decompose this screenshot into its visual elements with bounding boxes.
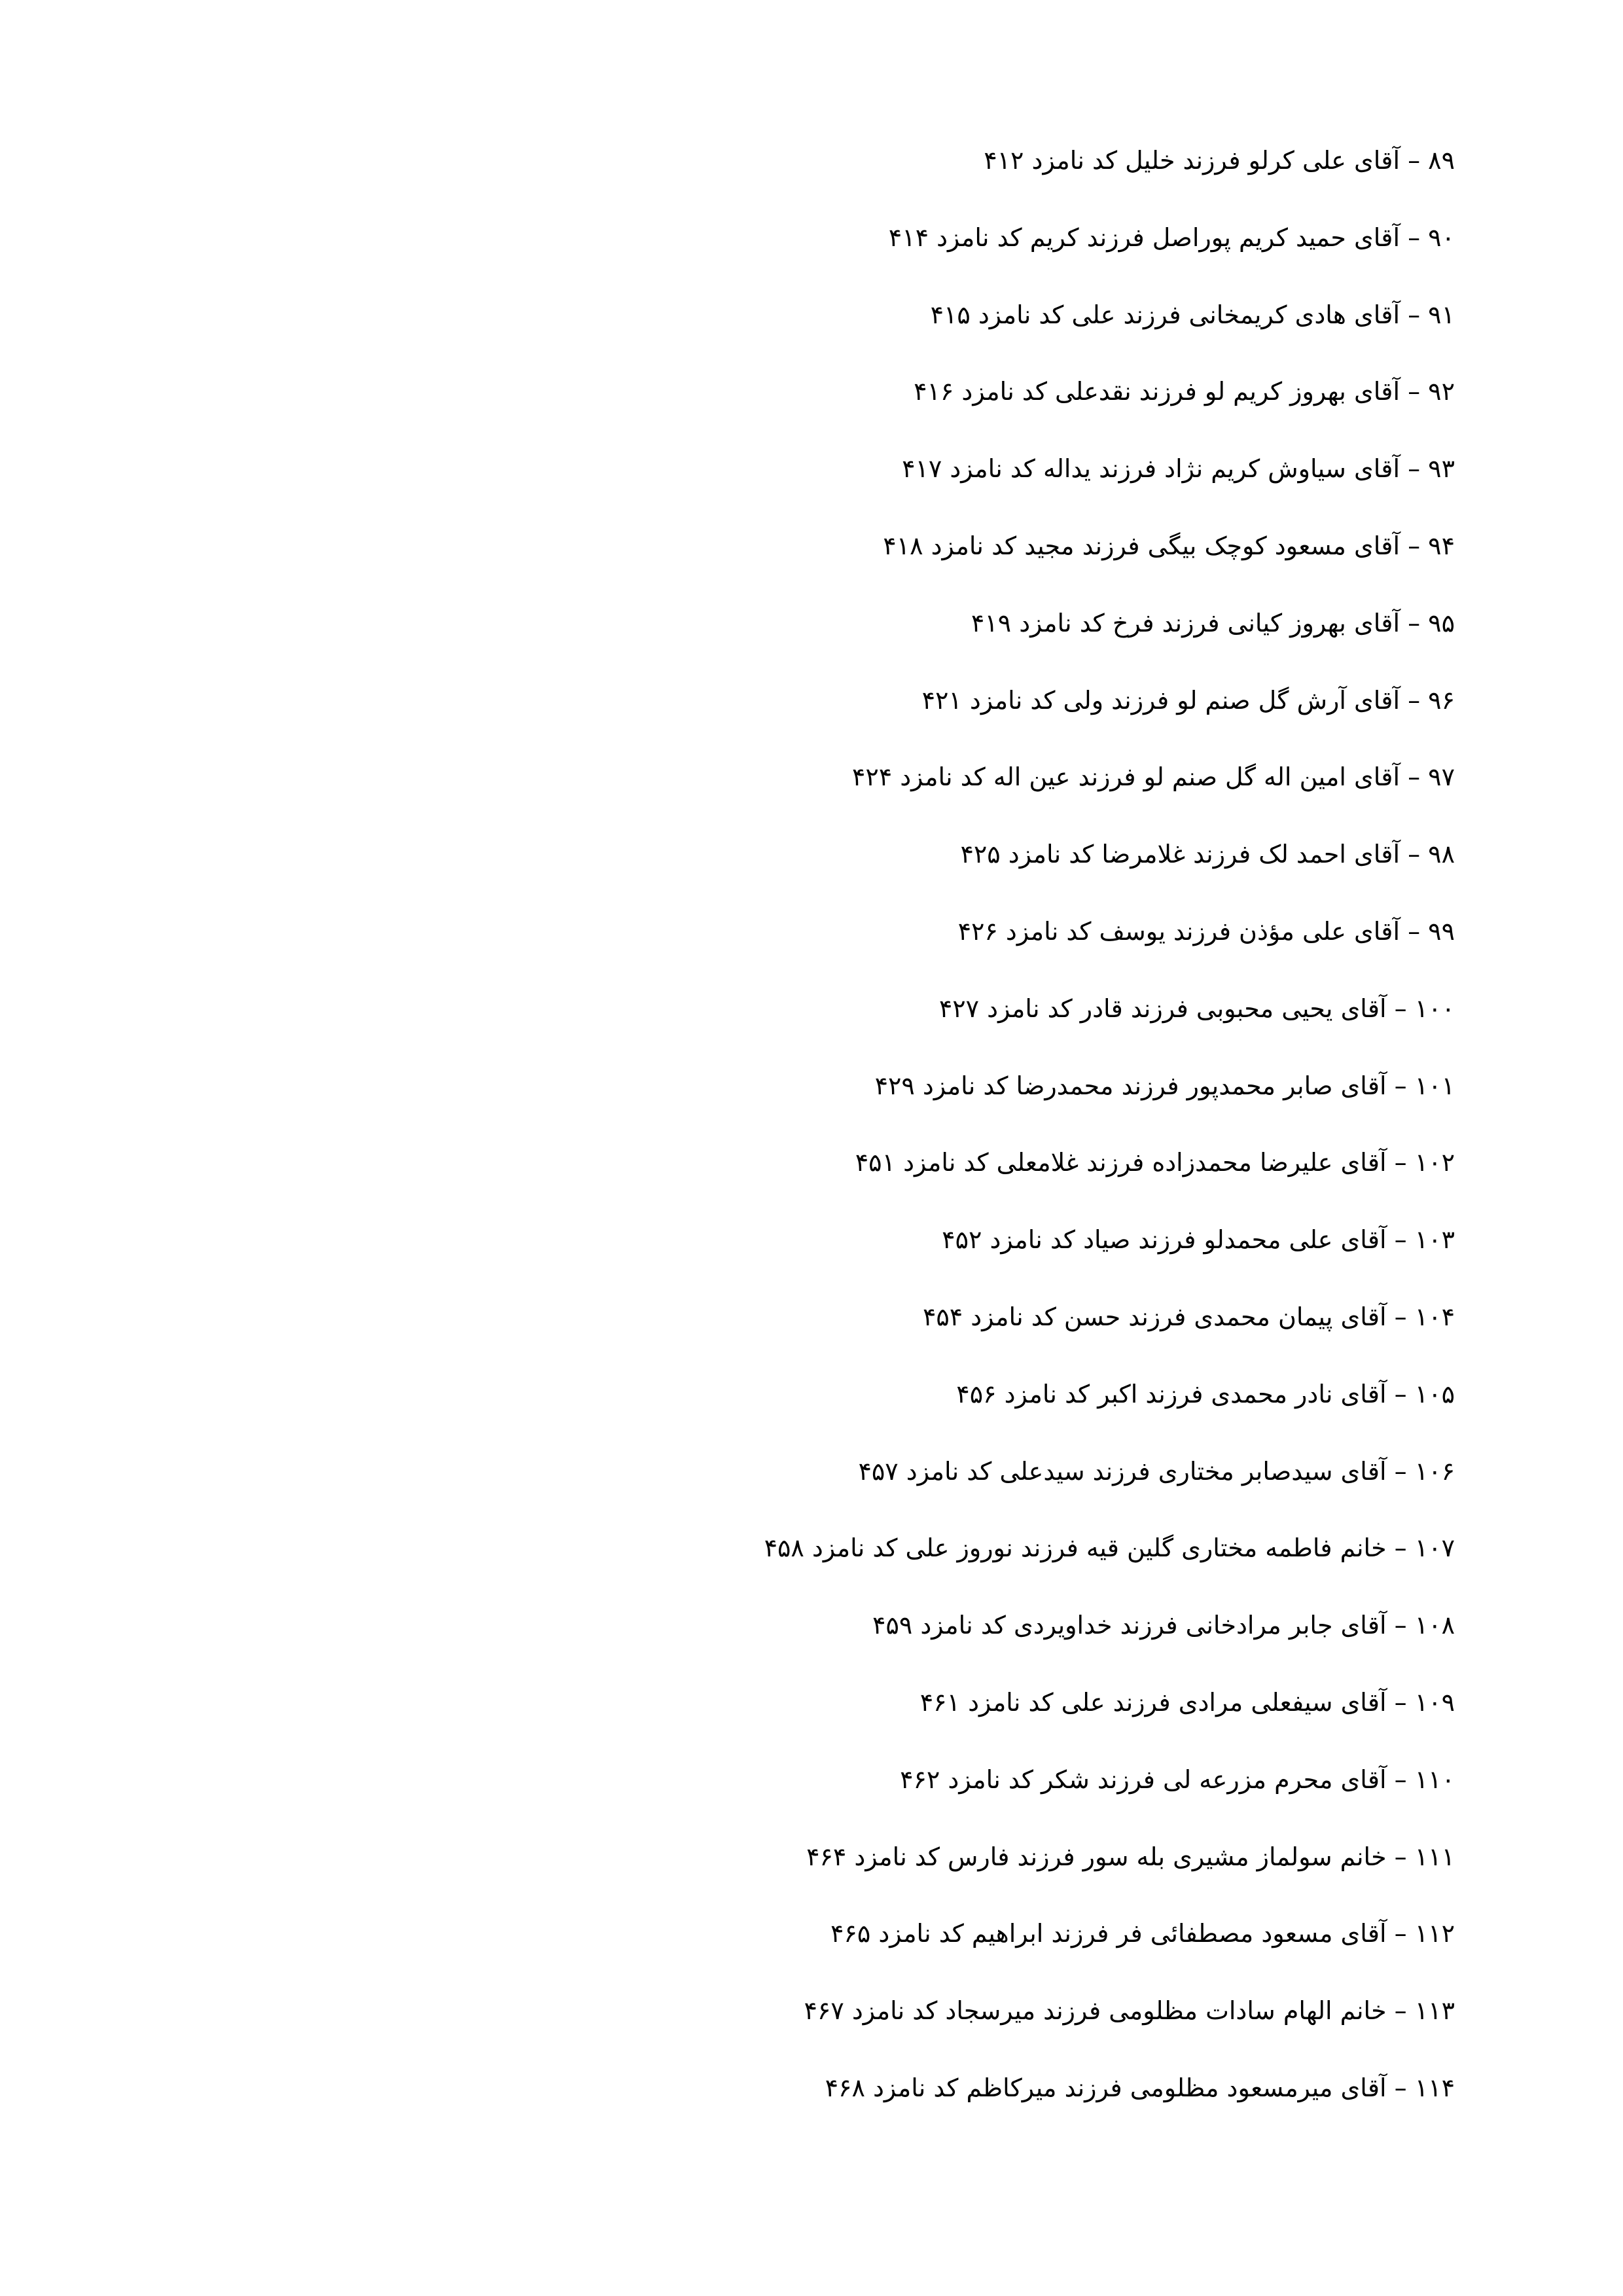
list-item: ۹۶ – آقای آرش گل صنم لو فرزند ولی کد نامزد ۴۲۱ <box>921 685 1455 715</box>
list-item: ۱۰۲ – آقای علیرضا محمدزاده فرزند غلامعلی کد نامزد ۴۵۱ <box>855 1148 1455 1177</box>
list-item: ۱۰۰ – آقای یحیی محبوبی فرزند قادر کد نامزد ۴۲۷ <box>938 994 1455 1023</box>
list-item: ۱۰۵ – آقای نادر محمدی فرزند اکبر کد نامزد ۴۵۶ <box>956 1379 1455 1408</box>
list-item: ۱۰۹ – آقای سیفعلی مرادی فرزند علی کد نامزد ۴۶۱ <box>919 1687 1455 1717</box>
list-item: ۱۰۷ – خانم فاطمه مختاری گلین قیه فرزند نوروز علی کد نامزد ۴۵۸ <box>764 1534 1455 1563</box>
list-item: ۹۸ – آقای احمد لک فرزند غلامرضا کد نامزد ۴۲۵ <box>960 840 1455 869</box>
list-item: ۹۰ – آقای حمید کریم پوراصل فرزند کریم کد نامزد ۴۱۴ <box>888 223 1455 252</box>
list-item: ۱۰۴ – آقای پیمان محمدی فرزند حسن کد نامزد ۴۵۴ <box>922 1302 1455 1331</box>
list-item: ۱۱۰ – آقای محرم مزرعه لی فرزند شکر کد نامزد ۴۶۲ <box>900 1765 1455 1794</box>
list-item: ۱۱۴ – آقای میرمسعود مظلومی فرزند میرکاظم کد نامزد ۴۶۸ <box>825 2073 1455 2102</box>
list-item: ۹۱ – آقای هادی کریمخانی فرزند علی کد نامزد ۴۱۵ <box>930 300 1455 329</box>
list-item: ۱۱۲ – آقای مسعود مصطفائی فر فرزند ابراهیم کد نامزد ۴۶۵ <box>830 1919 1455 1948</box>
candidate-list <box>211 134 1455 2139</box>
list-item: ۱۱۱ – خانم سولماز مشیری بله سور فرزند فارس کد نامزد ۴۶۴ <box>806 1842 1455 1871</box>
list-item: ۱۰۳ – آقای علی محمدلو فرزند صیاد کد نامزد ۴۵۲ <box>942 1225 1455 1255</box>
list-item: ۱۰۶ – آقای سیدصابر مختاری فرزند سیدعلی کد نامزد ۴۵۷ <box>858 1456 1455 1486</box>
list-item: ۹۹ – آقای علی مؤذن فرزند یوسف کد نامزد ۴۲۶ <box>957 916 1455 946</box>
list-item: ۹۵ – آقای بهروز کیانی فرزند فرخ کد نامزد ۴۱۹ <box>971 608 1455 637</box>
list-item: ۱۰۱ – آقای صابر محمدپور فرزند محمدرضا کد نامزد ۴۲۹ <box>874 1071 1455 1100</box>
list-item: ۱۱۳ – خانم الهام سادات مظلومی فرزند میرسجاد کد نامزد ۴۶۷ <box>804 1996 1455 2026</box>
list-item: ۹۲ – آقای بهروز کریم لو فرزند نقدعلی کد نامزد ۴۱۶ <box>914 377 1455 406</box>
list-item: ۹۴ – آقای مسعود کوچک بیگی فرزند مجید کد نامزد ۴۱۸ <box>883 531 1455 560</box>
list-item: ۹۳ – آقای سیاوش کریم نژاد فرزند یداله کد نامزد ۴۱۷ <box>902 454 1455 484</box>
list-item: ۸۹ – آقای علی کرلو فرزند خلیل کد نامزد ۴۱۲ <box>984 146 1455 175</box>
list-item: ۱۰۸ – آقای جابر مرادخانی فرزند خداویردی کد نامزد ۴۵۹ <box>872 1611 1455 1640</box>
list-item: ۹۷ – آقای امین اله گل صنم لو فرزند عین اله کد نامزد ۴۲۴ <box>851 762 1455 792</box>
